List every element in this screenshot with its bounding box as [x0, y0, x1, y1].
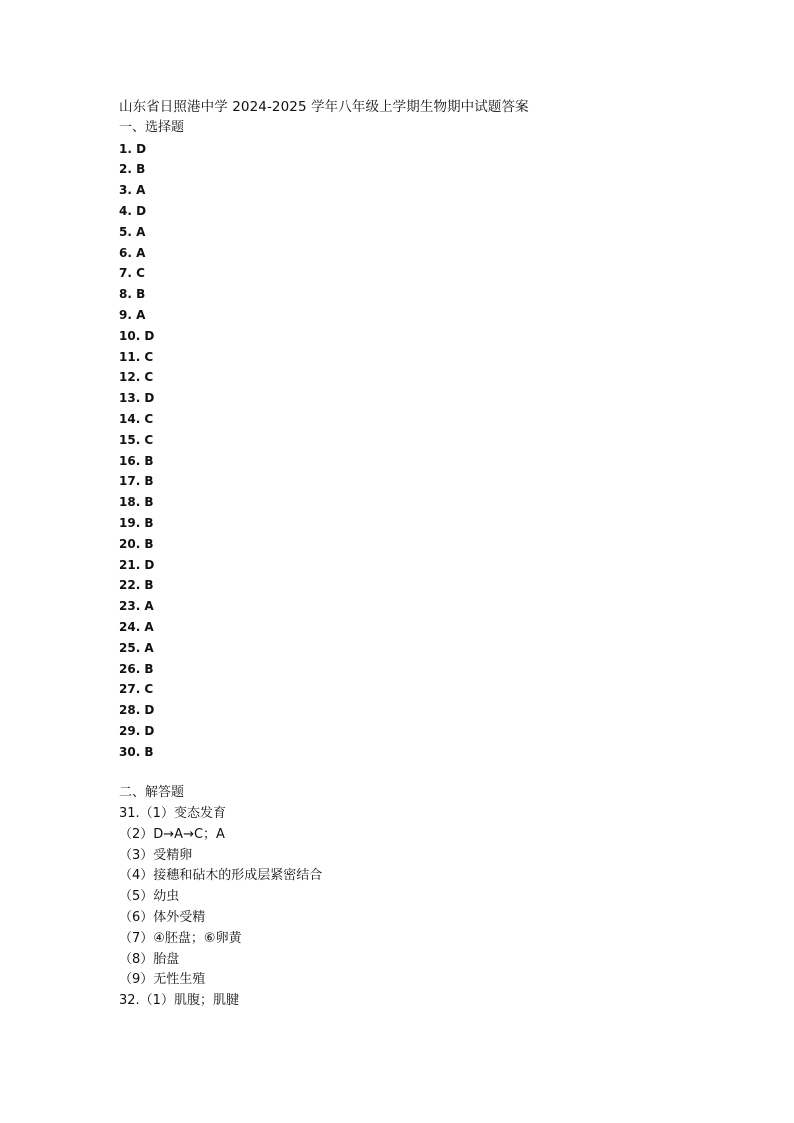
answer-item: 24. A — [119, 619, 154, 634]
answer-item: 3. A — [119, 183, 146, 198]
solve-line: 32.（1）肌腹；肌腱 — [119, 993, 239, 1009]
answer-item: 23. A — [119, 599, 154, 614]
answer-item: 13. D — [119, 391, 155, 406]
answer-item: 19. B — [119, 515, 154, 530]
choice-answer-list — [119, 139, 739, 763]
solve-line: 31.（1）变态发育 — [119, 806, 226, 822]
answer-item: 10. D — [119, 328, 155, 343]
solve-line: （7）④胚盘；⑥卵黄 — [119, 930, 242, 946]
solve-answer-list — [119, 804, 739, 1012]
answer-item: 28. D — [119, 703, 155, 718]
answer-item: 30. B — [119, 744, 154, 759]
section-heading-choice: 一、选择题 — [119, 119, 185, 135]
answer-item: 22. B — [119, 578, 154, 593]
answer-item: 11. C — [119, 349, 154, 364]
answer-item: 5. A — [119, 224, 146, 239]
answer-item: 15. C — [119, 432, 154, 447]
answer-item: 29. D — [119, 723, 155, 738]
solve-line: （3）受精卵 — [119, 847, 193, 863]
solve-line: （9）无性生殖 — [119, 972, 206, 988]
answer-item: 14. C — [119, 411, 154, 426]
answer-item: 18. B — [119, 495, 154, 510]
document-title: 山东省日照港中学 2024-2025 学年八年级上学期生物期中试题答案 — [119, 99, 529, 115]
answer-item: 17. B — [119, 474, 154, 489]
section-heading-solve: 二、解答题 — [119, 785, 185, 801]
answer-item: 4. D — [119, 203, 147, 218]
answer-item: 27. C — [119, 682, 154, 697]
answer-item: 8. B — [119, 287, 146, 302]
document-page — [119, 97, 739, 1012]
answer-item: 21. D — [119, 557, 155, 572]
solve-line: （2）D→A→C；A — [119, 826, 225, 842]
answer-item: 7. C — [119, 266, 145, 281]
answer-item: 20. B — [119, 536, 154, 551]
solve-line: （6）体外受精 — [119, 910, 206, 926]
answer-item: 26. B — [119, 661, 154, 676]
answer-item: 2. B — [119, 162, 146, 177]
answer-item: 12. C — [119, 370, 154, 385]
answer-item: 9. A — [119, 307, 146, 322]
section-spacer — [119, 763, 739, 784]
answer-item: 16. B — [119, 453, 154, 468]
solve-line: （8）胎盘 — [119, 951, 180, 967]
solve-line: （4）接穗和砧木的形成层紧密结合 — [119, 868, 323, 884]
answer-item: 25. A — [119, 640, 154, 655]
answer-item: 6. A — [119, 245, 146, 260]
answer-item: 1. D — [119, 141, 147, 156]
solve-line: （5）幼虫 — [119, 889, 180, 905]
